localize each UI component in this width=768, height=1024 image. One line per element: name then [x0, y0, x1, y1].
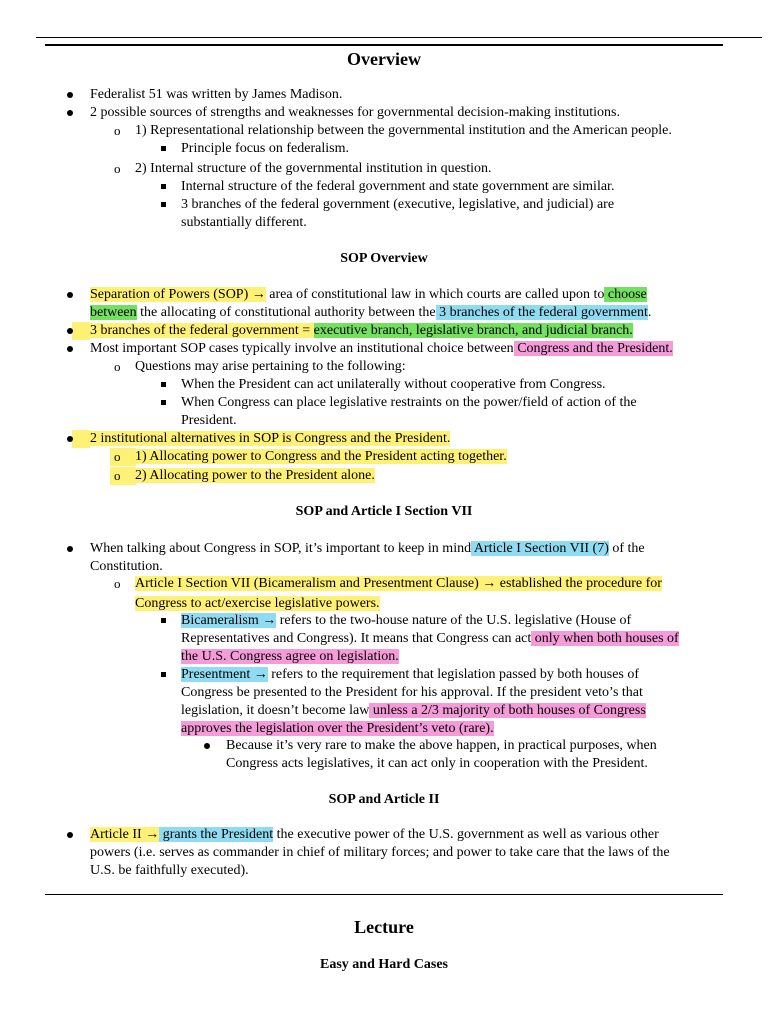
square-bullet-icon	[161, 400, 166, 405]
sop-line-3: 3 branches of the federal government = executive branch, legislative branch, and judicial branch.	[90, 323, 633, 338]
overview-item-7-cont: substantially different.	[181, 215, 307, 230]
highlight-lead	[72, 430, 90, 448]
bullet-icon	[204, 743, 210, 749]
circle-bullet-icon: o	[114, 161, 121, 176]
overview-item-4: Principle focus on federalism.	[181, 141, 349, 156]
art1-line-9: Congress be presented to the President for his approval. If the president veto’s that	[181, 685, 643, 700]
sop-overview-title: SOP Overview	[340, 251, 428, 266]
circle-bullet-icon: o	[114, 576, 121, 591]
art1-line-13: Congress acts legislatives, it can act only in cooperation with the President.	[226, 756, 648, 771]
bullet-icon	[67, 110, 73, 116]
sop-line-2: between the allocating of constitutional authority between the 3 branches of the federal government.	[90, 305, 652, 320]
overview-item-1: Federalist 51 was written by James Madison.	[90, 87, 343, 102]
art1-line-11: approves the legislation over the President’s veto (rare).	[181, 721, 494, 736]
bullet-icon	[67, 292, 73, 298]
sop-line-8: President.	[181, 413, 237, 428]
art1-line-3: Article I Section VII (Bicameralism and Presentment Clause) → established the procedure for	[135, 576, 662, 591]
art2-line-3: U.S. be faithfully executed).	[90, 863, 249, 878]
sop-line-9: 2 institutional alternatives in SOP is Congress and the President.	[90, 431, 451, 446]
art2-line-1: Article II → grants the President the executive power of the U.S. government as well as various other	[90, 827, 659, 842]
sop-line-7: When Congress can place legislative restraints on the power/field of action of the	[181, 395, 637, 410]
top-rule-thick	[45, 44, 723, 46]
art1-line-6: Representatives and Congress). It means that Congress can act only when both houses of	[181, 631, 679, 646]
square-bullet-icon	[161, 202, 166, 207]
overview-item-6: Internal structure of the federal government and state government are similar.	[181, 179, 615, 194]
circle-bullet-icon: o	[114, 449, 121, 464]
top-rule-thin	[36, 37, 762, 38]
square-bullet-icon	[161, 672, 166, 677]
sop-line-6: When the President can act unilaterally without cooperative from Congress.	[181, 377, 606, 392]
sop-line-10: 1) Allocating power to Congress and the President acting together.	[135, 449, 507, 464]
section-divider	[45, 894, 723, 895]
bullet-icon	[67, 92, 73, 98]
overview-item-7: 3 branches of the federal government (executive, legislative, and judicial) are	[181, 197, 615, 212]
art1-line-1: When talking about Congress in SOP, it’s important to keep in mind Article I Section VII (7) of the	[90, 541, 645, 556]
square-bullet-icon	[161, 382, 166, 387]
art1-line-12: Because it’s very rare to make the above happen, in practical purposes, when	[226, 738, 657, 753]
overview-item-2: 2 possible sources of strengths and weaknesses for governmental decision-making institutions.	[90, 105, 620, 120]
circle-bullet-icon: o	[114, 468, 121, 483]
overview-item-3: 1) Representational relationship between the governmental institution and the American people.	[135, 123, 672, 138]
sop-line-1: Separation of Powers (SOP) → area of constitutional law in which courts are called upon to choose	[90, 287, 647, 302]
art1-line-7: the U.S. Congress agree on legislation.	[181, 649, 399, 664]
bullet-icon	[67, 436, 73, 442]
sop-article2-title: SOP and Article II	[328, 792, 440, 807]
art2-line-2: powers (i.e. serves as commander in chief of military forces; and power to take care that the laws of the	[90, 845, 670, 860]
sop-line-11: 2) Allocating power to the President alone.	[135, 468, 375, 483]
overview-item-5: 2) Internal structure of the governmental institution in question.	[135, 161, 492, 176]
art1-line-5: Bicameralism → refers to the two-house nature of the U.S. legislative (House of	[181, 613, 632, 628]
square-bullet-icon	[161, 618, 166, 623]
lecture-title: Lecture	[354, 917, 414, 937]
bullet-icon	[67, 832, 73, 838]
art1-line-10: legislation, it doesn’t become law unless a 2/3 majority of both houses of Congress	[181, 703, 646, 718]
circle-bullet-icon: o	[114, 123, 121, 138]
lecture-subtitle: Easy and Hard Cases	[320, 957, 448, 972]
art1-line-2: Constitution.	[90, 559, 163, 574]
square-bullet-icon	[161, 146, 166, 151]
sop-article1-title: SOP and Article I Section VII	[295, 504, 473, 519]
art1-line-4: Congress to act/exercise legislative powers.	[135, 596, 380, 611]
circle-bullet-icon: o	[114, 359, 121, 374]
bullet-icon	[67, 546, 73, 552]
sop-line-5: Questions may arise pertaining to the following:	[135, 359, 406, 374]
overview-title: Overview	[347, 49, 421, 69]
square-bullet-icon	[161, 184, 166, 189]
highlight-lead	[72, 322, 90, 340]
art1-line-8: Presentment → refers to the requirement that legislation passed by both houses of	[181, 667, 640, 682]
sop-line-4: Most important SOP cases typically involve an institutional choice between Congress and the President.	[90, 341, 673, 356]
bullet-icon	[67, 328, 73, 334]
bullet-icon	[67, 346, 73, 352]
